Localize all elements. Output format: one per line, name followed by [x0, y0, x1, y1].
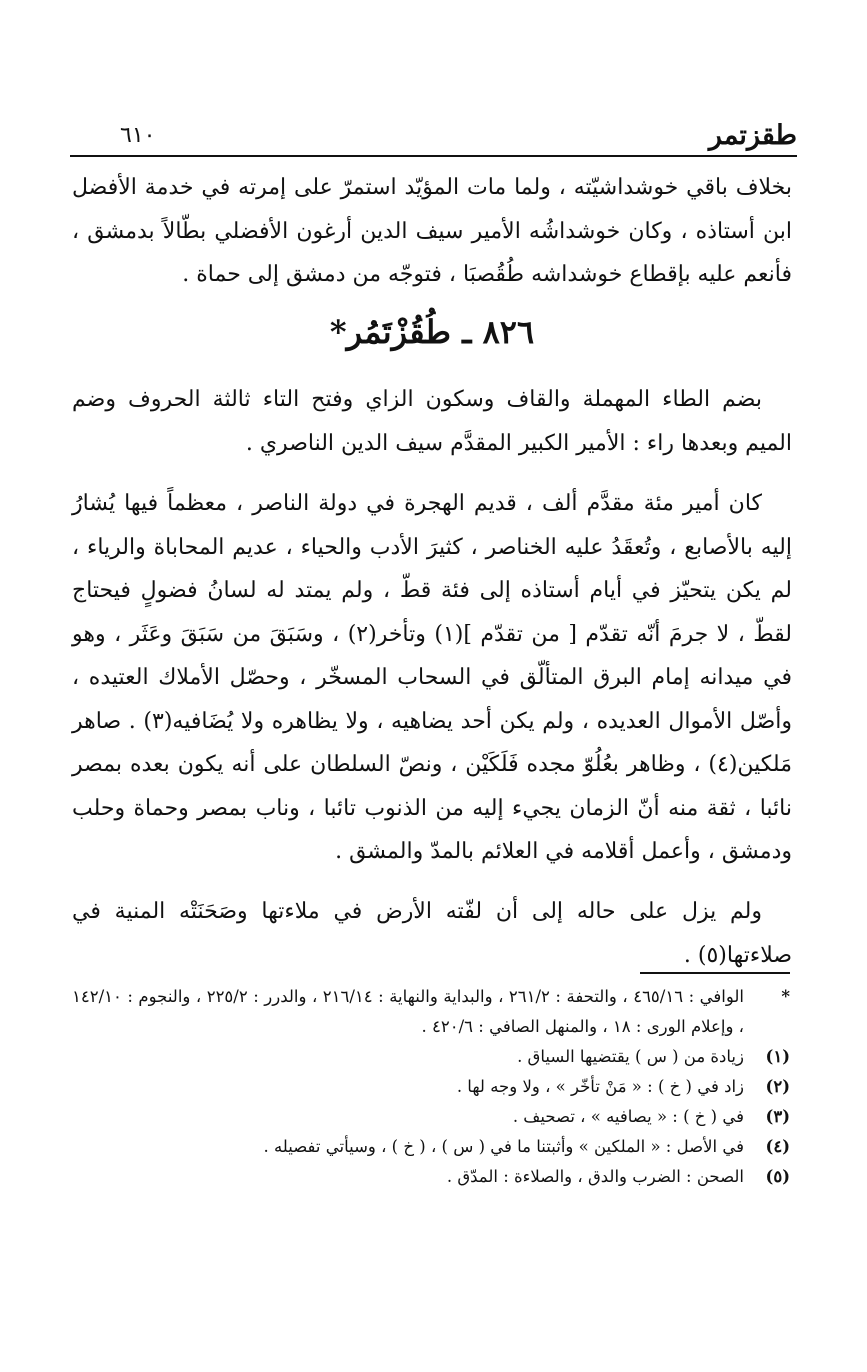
- paragraph-name-spelling: بضم الطاء المهملة والقاف وسكون الزاي وفتح التاء ثالثة الحروف وضم الميم وبعدها راء : الأمير الكبير المقدَّم سيف الدين الناصري .: [72, 387, 792, 456]
- footnote-mark: (٢): [765, 1077, 790, 1096]
- page-number: ٦١٠: [120, 123, 156, 148]
- paragraph-biography: كان أمير مئة مقدَّم ألف ، قديم الهجرة في دولة الناصر ، معظماً فيها يُشارُ إليه بالأصابع ، وتُعقَدُ عليه الخناصر ، كثيرَ الأدب والحياء ، عديم المحاباة والرياء ، لم يكن يتحيّز في أيام أستاذه إلى فئة قطّ ، ولم يمتد له لسانُ فضولٍ فيحتاج لقطّ ، لا جرمَ أنّه تقدّم [ من تقدّم ](١) وتأخر(٢) ، وسَبَقَ من سَبَقَ وعَثَر ، وهو في ميدانه إمام البرق المتألّق في السحاب المسخّر ، وحصّل الأملاك العتيده ، وأصّل الأموال العديده ، ولم يكن أحد يضاهيه ، ولا يظاهره ولا يُضَافيه(٣) . صاهر مَلكين(٤) ، وظاهر بعُلُوّ مجده فَلَكَيْن ، ونصّ السلطان على أنه يكون بعده بمصر نائبا ، ثقة منه أنّ الزمان يجيء إليه من الذنوب تائبا ، وناب بمصر وحماة وحلب ودمشق ، وأعمل أقلامه في العلائم بالمدّ والمشق .: [72, 491, 793, 864]
- entry-heading: ٨٢٦ ـ طُقُزْتَمُر*: [329, 313, 535, 351]
- footnote-text: في الأصل : « الملكين » وأثبتنا ما في ( س ) ، ( خ ) ، وسيأتي تفصيله .: [263, 1137, 744, 1156]
- footnote-3: [72, 1102, 790, 1132]
- footnote-text: في ( خ ) : « يصافيه » ، تصحيف .: [512, 1107, 744, 1126]
- footnote-4: [72, 1132, 790, 1162]
- footnote-sources: [72, 982, 790, 1042]
- footnotes: [72, 982, 790, 1192]
- running-head-title: طقزتمر: [708, 120, 797, 151]
- footnote-text: زيادة من ( س ) يقتضيها السياق .: [517, 1047, 744, 1066]
- footnote-mark: (٤): [765, 1137, 790, 1156]
- footnote-mark: *: [781, 987, 790, 1006]
- header-rule: [70, 155, 797, 157]
- footnote-5: [72, 1162, 790, 1192]
- running-head: [70, 118, 797, 158]
- footnote-text: زاد في ( خ ) : « مَنْ تأخّر » ، ولا وجه لها .: [456, 1077, 744, 1096]
- footnote-mark: (٥): [765, 1167, 790, 1186]
- paragraph-continued: بخلاف باقي خوشداشيّته ، ولما مات المؤيّد استمرّ على إمرته في خدمة الأفضل ابن أستاذه ، وكان خوشداشُه الأمير سيف الدين أرغون الأفضلي بطّالاً بدمشق ، فأنعم عليه بإقطاع خوشداشه طُقُصبَا ، فتوجّه من دمشق إلى حماة .: [72, 175, 792, 287]
- footnote-mark: (٣): [765, 1107, 790, 1126]
- footnote-2: [72, 1072, 790, 1102]
- footnote-separator: [640, 972, 790, 974]
- footnote-mark: (١): [765, 1047, 790, 1066]
- footnote-text: الوافي : ٤٦٥/١٦ ، والتحفة : ٢٦١/٢ ، والبداية والنهاية : ٢١٦/١٤ ، والدرر : ٢٢٥/٢ ، والنجوم : ١٤٢/١٠ ، وإعلام الورى : ١٨ ، والمنهل الصافي : ٤٢٠/٦ .: [72, 987, 744, 1036]
- paragraph-death: ولم يزل على حاله إلى أن لفّته الأرض في ملاءتها وصَحَنَتْه المنية في صلاءتها(٥) .: [72, 899, 792, 968]
- footnote-1: [72, 1042, 790, 1072]
- footnote-text: الصحن : الضرب والدق ، والصلاءة : المدّق .: [446, 1167, 744, 1186]
